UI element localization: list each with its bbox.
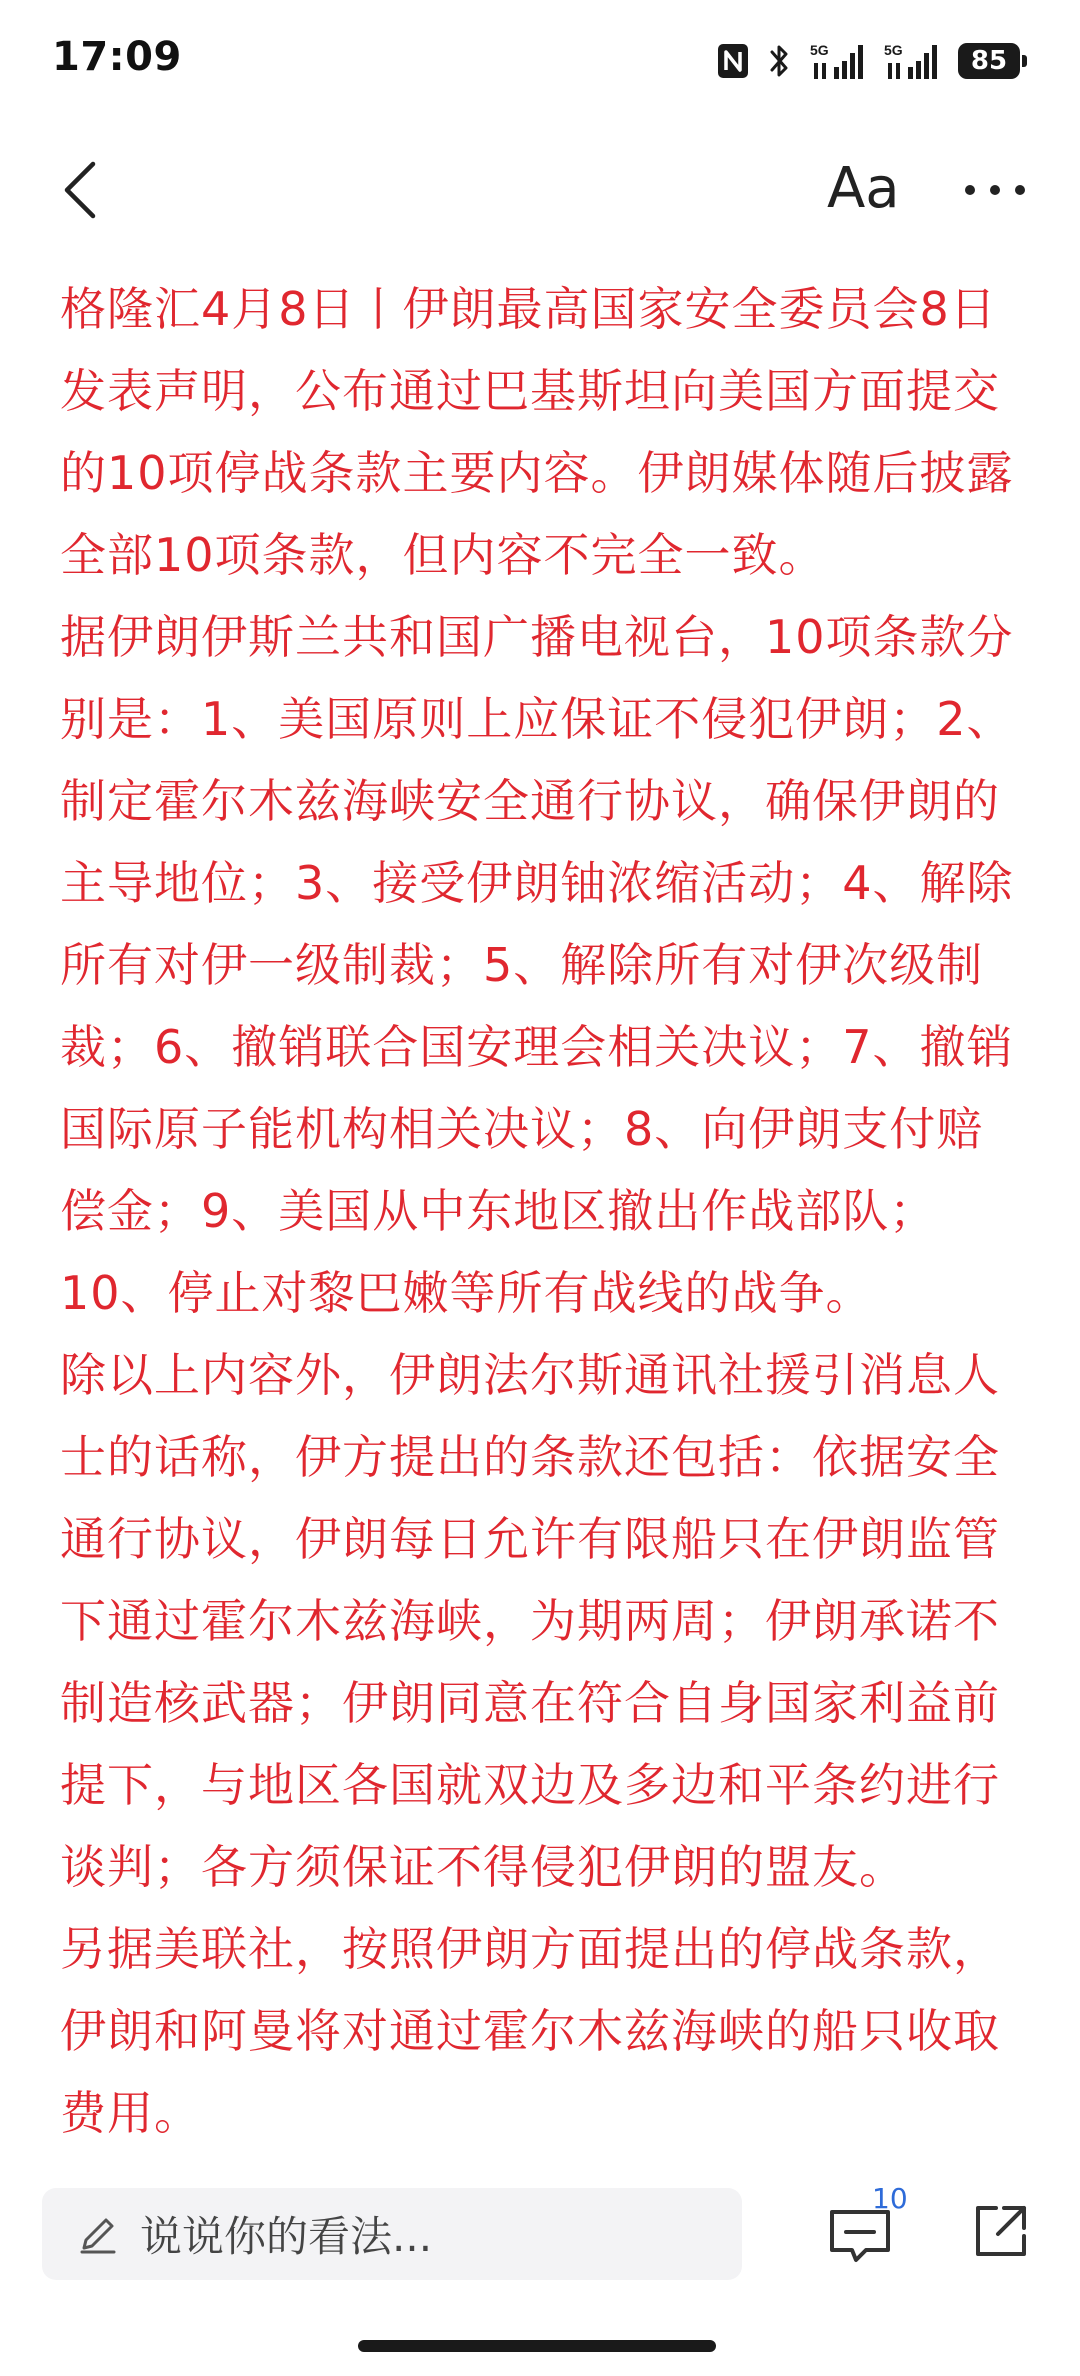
pen-icon [76, 2212, 120, 2256]
top-nav [0, 150, 1080, 230]
home-indicator[interactable] [358, 2340, 716, 2352]
more-dots-icon [960, 176, 1030, 204]
signal-5g-icon [884, 41, 940, 81]
signal-2-label: 5G [884, 42, 903, 58]
comment-input[interactable] [42, 2188, 742, 2280]
nfc-icon [716, 42, 750, 80]
article-paragraph: 除以上内容外，伊朗法尔斯通讯社援引消息人士的话称，伊方提出的条款还包括：依据安全通行协议，伊朗每日允许有限船只在伊朗监管下通过霍尔木兹海峡，为期两周；伊朗承诺不制造核武器；伊朗同意在符合自身国家利益前提下，与地区各国就双边及多边和平条约进行谈判；各方须保证不得侵犯伊朗的盟友。 [60, 1348, 1000, 1894]
more-button[interactable] [960, 176, 1030, 204]
font-size-button[interactable]: Aa [827, 156, 900, 221]
battery-level: 85 [970, 46, 1008, 76]
battery-icon [958, 43, 1020, 79]
share-button[interactable] [970, 2200, 1032, 2262]
status-time: 17:09 [52, 34, 182, 80]
article-paragraph: 据伊朗伊斯兰共和国广播电视台，10项条款分别是：1、美国原则上应保证不侵犯伊朗；2、制定霍尔木兹海峡安全通行协议，确保伊朗的主导地位；3、接受伊朗铀浓缩活动；4、解除所有对伊一级制裁；5、解除所有对伊次级制裁；6、撤销联合国安理会相关决议；7、撤销国际原子能机构相关决议；8、向伊朗支付赔偿金；9、美国从中东地区撤出作战部队；10、停止对黎巴嫩等所有战线的战争。 [60, 610, 1014, 1320]
article-body [60, 268, 1020, 2154]
back-button[interactable] [55, 158, 115, 222]
share-icon [970, 2200, 1032, 2262]
status-bar [0, 0, 1080, 130]
chevron-left-icon [55, 158, 115, 222]
signal-5g-icon [810, 41, 866, 81]
comment-placeholder: 说说你的看法... [140, 2212, 433, 2261]
article-paragraph: 格隆汇4月8日丨伊朗最高国家安全委员会8日发表声明，公布通过巴基斯坦向美国方面提交的10项停战条款主要内容。伊朗媒体随后披露全部10项条款，但内容不完全一致。 [60, 282, 1014, 582]
signal-1-label: 5G [810, 42, 829, 58]
bluetooth-icon [768, 42, 792, 80]
status-icons [716, 38, 1020, 84]
comment-count-badge: 10 [872, 2182, 908, 2215]
article-paragraph: 另据美联社，按照伊朗方面提出的停战条款，伊朗和阿曼将对通过霍尔木兹海峡的船只收取费用。 [60, 1922, 1000, 2140]
